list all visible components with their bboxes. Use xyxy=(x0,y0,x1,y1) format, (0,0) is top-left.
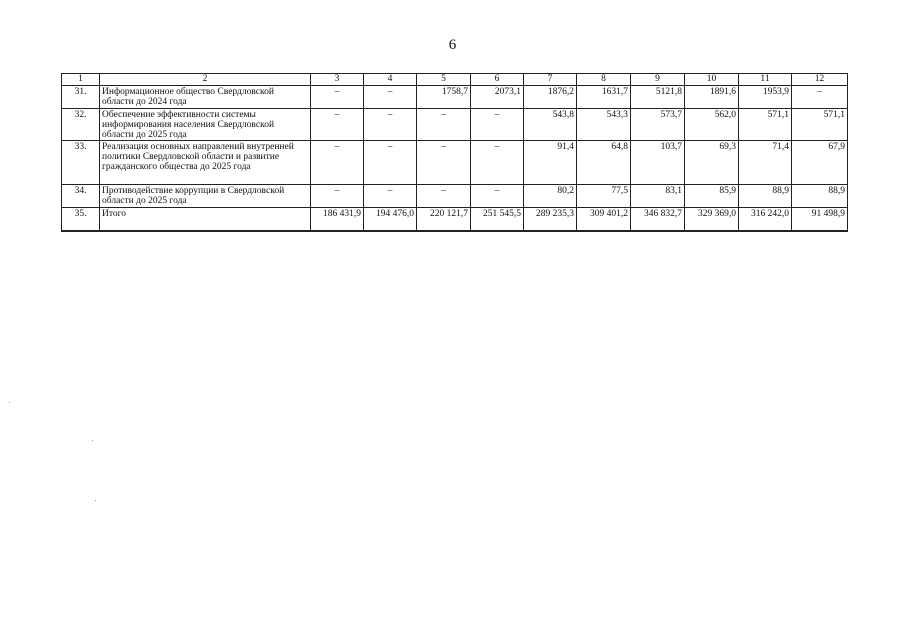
value-cell: – xyxy=(311,185,364,208)
scan-speck xyxy=(9,402,10,403)
value-cell: 2073,1 xyxy=(471,86,524,109)
value-cell: – xyxy=(792,86,848,109)
value-cell: – xyxy=(417,109,471,141)
program-name: Реализация основных направлений внутренней политики Свердловской области и развитие гражданского общества до 2025 года xyxy=(100,141,311,185)
row-number: 35. xyxy=(62,208,100,232)
value-cell: 571,1 xyxy=(792,109,848,141)
header-row xyxy=(62,74,848,86)
table-row xyxy=(62,141,848,185)
value-cell: 103,7 xyxy=(631,141,685,185)
value-cell: 543,3 xyxy=(577,109,631,141)
total-value-cell: 186 431,9 xyxy=(311,208,364,232)
column-header: 2 xyxy=(100,74,311,86)
value-cell: 69,3 xyxy=(685,141,739,185)
value-cell: – xyxy=(471,109,524,141)
program-name: Противодействие коррупции в Свердловской области до 2025 года xyxy=(100,185,311,208)
column-header: 9 xyxy=(631,74,685,86)
value-cell: 1953,9 xyxy=(739,86,792,109)
row-number: 32. xyxy=(62,109,100,141)
value-cell: 83,1 xyxy=(631,185,685,208)
table-row xyxy=(62,185,848,208)
value-cell: 562,0 xyxy=(685,109,739,141)
column-header: 6 xyxy=(471,74,524,86)
table-row xyxy=(62,109,848,141)
value-cell: – xyxy=(311,141,364,185)
program-name: Итого xyxy=(100,208,311,232)
value-cell: 80,2 xyxy=(524,185,577,208)
row-number: 31. xyxy=(62,86,100,109)
value-cell: 71,4 xyxy=(739,141,792,185)
value-cell: 573,7 xyxy=(631,109,685,141)
value-cell: – xyxy=(311,109,364,141)
value-cell: 77,5 xyxy=(577,185,631,208)
total-value-cell: 220 121,7 xyxy=(417,208,471,232)
table-row xyxy=(62,86,848,109)
value-cell: – xyxy=(311,86,364,109)
value-cell: – xyxy=(364,86,417,109)
total-value-cell: 251 545,5 xyxy=(471,208,524,232)
value-cell: – xyxy=(364,185,417,208)
column-header: 12 xyxy=(792,74,848,86)
total-value-cell: 309 401,2 xyxy=(577,208,631,232)
value-cell: 64,8 xyxy=(577,141,631,185)
total-row xyxy=(62,208,848,232)
row-number: 34. xyxy=(62,185,100,208)
value-cell: 1631,7 xyxy=(577,86,631,109)
value-cell: 1758,7 xyxy=(417,86,471,109)
value-cell: – xyxy=(471,141,524,185)
column-header: 11 xyxy=(739,74,792,86)
total-value-cell: 316 242,0 xyxy=(739,208,792,232)
value-cell: 67,9 xyxy=(792,141,848,185)
total-value-cell: 329 369,0 xyxy=(685,208,739,232)
value-cell: – xyxy=(417,185,471,208)
column-header: 5 xyxy=(417,74,471,86)
value-cell: 88,9 xyxy=(792,185,848,208)
value-cell: – xyxy=(364,141,417,185)
value-cell: 1891,6 xyxy=(685,86,739,109)
value-cell: 5121,8 xyxy=(631,86,685,109)
total-value-cell: 194 476,0 xyxy=(364,208,417,232)
budget-table xyxy=(61,73,848,232)
value-cell: – xyxy=(471,185,524,208)
value-cell: – xyxy=(364,109,417,141)
scan-speck xyxy=(92,440,93,441)
value-cell: 88,9 xyxy=(739,185,792,208)
page-number: 6 xyxy=(448,37,457,53)
column-header: 3 xyxy=(311,74,364,86)
value-cell: 91,4 xyxy=(524,141,577,185)
column-header: 4 xyxy=(364,74,417,86)
value-cell: – xyxy=(417,141,471,185)
total-value-cell: 346 832,7 xyxy=(631,208,685,232)
total-value-cell: 289 235,3 xyxy=(524,208,577,232)
column-header: 8 xyxy=(577,74,631,86)
row-number: 33. xyxy=(62,141,100,185)
value-cell: 543,8 xyxy=(524,109,577,141)
value-cell: 571,1 xyxy=(739,109,792,141)
column-header: 10 xyxy=(685,74,739,86)
value-cell: 85,9 xyxy=(685,185,739,208)
column-header: 1 xyxy=(62,74,100,86)
scan-speck xyxy=(95,500,96,501)
program-name: Информационное общество Свердловской области до 2024 года xyxy=(100,86,311,109)
value-cell: 1876,2 xyxy=(524,86,577,109)
program-name: Обеспечение эффективности системы информирования населения Свердловской области до 2025 года xyxy=(100,109,311,141)
total-value-cell: 91 498,9 xyxy=(792,208,848,232)
column-header: 7 xyxy=(524,74,577,86)
